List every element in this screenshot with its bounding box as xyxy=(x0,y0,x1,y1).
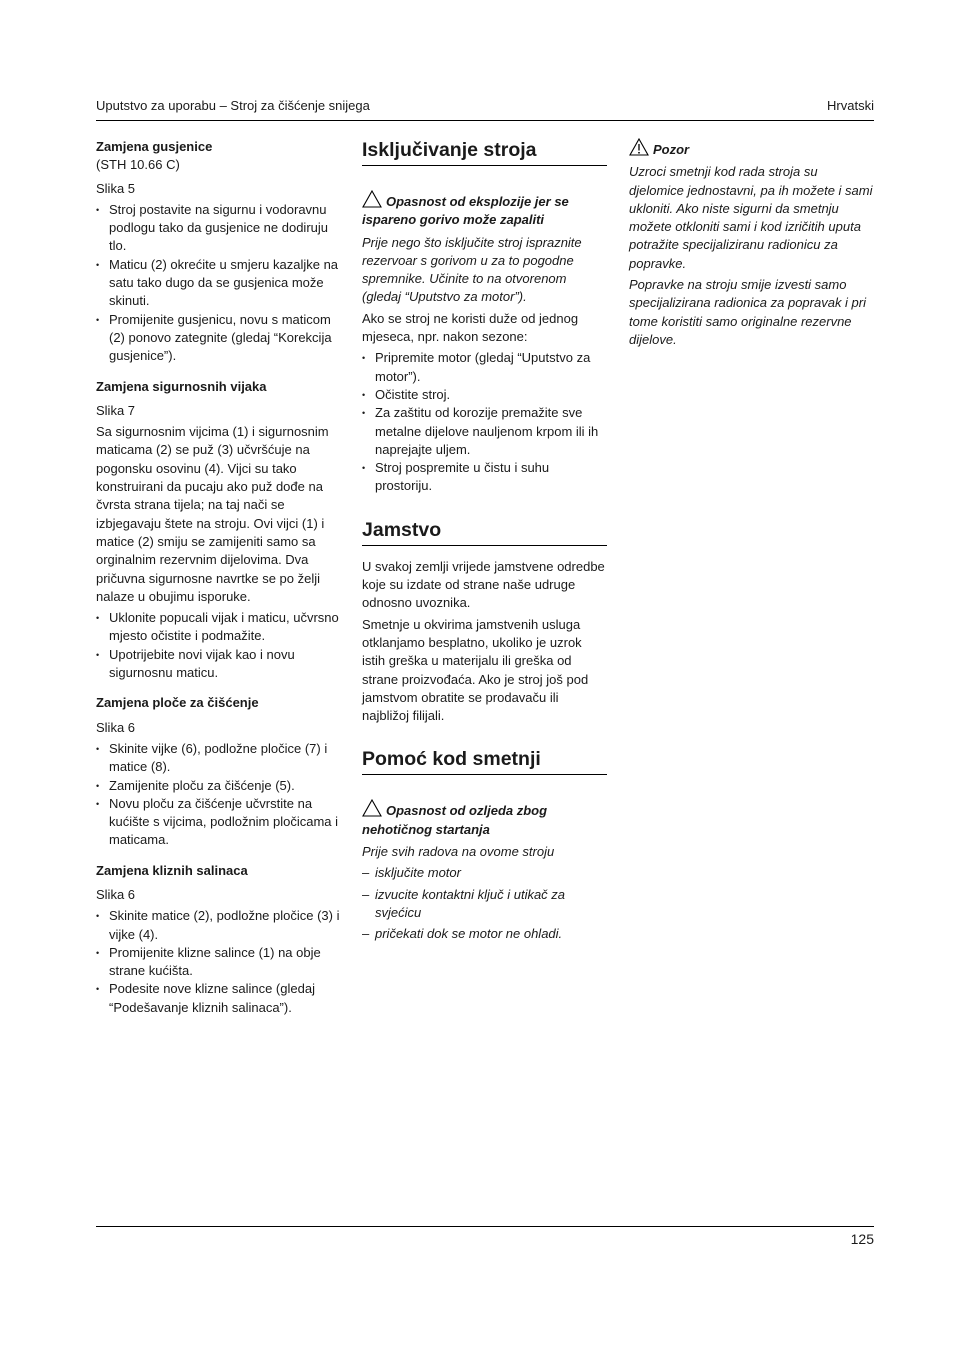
list-item: • Podesite nove klizne salince (gledaj “Podešavanje kliznih salinaca”). xyxy=(96,980,341,1017)
ploce-title: Zamjena ploče za čišćenje xyxy=(96,695,259,711)
pozor-title: Pozor xyxy=(653,142,690,157)
list-item: • Upotrijebite novi vijak kao i novu sigurnosnu maticu. xyxy=(96,646,341,683)
column-left xyxy=(96,138,341,1017)
gusjenice-subtitle: (STH 10.66 C) xyxy=(96,157,180,173)
section-vijci xyxy=(96,378,341,683)
section-gusjenice xyxy=(96,138,341,366)
list-item: • Promijenite klizne salince (1) na obje strane kućišta. xyxy=(96,944,341,981)
pozor-paragraph-2: Popravke na stroju smije izvesti samo specijalizirana radionica za popravak i pri tome koristiti samo originalne rezervne dijelove. xyxy=(629,277,867,347)
section-salinaca xyxy=(96,862,341,1017)
list-item: • Maticu (2) okrećite u smjeru kazaljke na satu tako dugo da se gusjenica može skinuti. xyxy=(96,256,341,311)
list-item: • Novu ploču za čišćenje učvrstite na kućište s vijcima, podložnim pločicama i maticama. xyxy=(96,795,341,850)
list-item: • Pripremite motor (gledaj “Uputstvo za motor”). xyxy=(362,349,607,386)
salinaca-figure-ref: Slika 6 xyxy=(96,886,136,902)
warning-triangle-icon xyxy=(362,190,382,208)
pozor-heading xyxy=(629,138,874,159)
vijci-list xyxy=(96,609,341,682)
jamstvo-paragraph-2: Smetnje u okvirima jamstvenih usluga otklanjamo besplatno, ukoliko je uzrok istih greška u materijalu ili greška od strane proizvođaća. Ako je stroj još pod jamstvom obratite se prodavaču ili najbližoj filijali. xyxy=(362,616,589,724)
salinaca-title: Zamjena kliznih salinaca xyxy=(96,862,248,878)
list-item: • Za zaštitu od korozije premažite sve metalne dijelove nauljenom krpom ili ih naprejajte uljem. xyxy=(362,404,607,459)
list-item: • Zamijenite ploču za čišćenje (5). xyxy=(96,777,341,795)
iskljucivanje-heading: Isključivanje stroja xyxy=(362,138,607,166)
salinaca-list xyxy=(96,907,341,1017)
pomoc-list xyxy=(362,864,607,943)
pomoc-warning xyxy=(362,799,607,943)
jamstvo-paragraph-1: U svakoj zemlji vrijede jamstvene odredbe koje su izdate od strane naše udruge odnosno uvoznika. xyxy=(362,558,605,611)
footer-rule xyxy=(96,1226,874,1227)
header-title: Uputstvo za uporabu – Stroj za čišćenje snijega xyxy=(96,98,370,113)
list-item: – pričekati dok se motor ne ohladi. xyxy=(362,925,607,943)
list-item: • Očistite stroj. xyxy=(362,386,607,404)
iskljucivanje-paragraph: Ako se stroj ne koristi duže od jednog mjeseca, npr. nakon sezone: xyxy=(362,310,579,345)
ploce-list xyxy=(96,740,341,850)
warning-body: Prije nego što isključite stroj ispraznite rezervoar s gorivom u za to pogodne spremnike. Učinite to na otvorenom (gledaj “Uputstvo za motor”). xyxy=(362,234,582,305)
gusjenice-title: Zamjena gusjenice xyxy=(96,139,213,154)
list-item: • Uklonite popucali vijak i maticu, učvrsno mjesto očistite i podmažite. xyxy=(96,609,341,646)
gusjenice-figure-ref: Slika 5 xyxy=(96,180,136,196)
vijci-paragraph: Sa sigurnosnim vijcima (1) i sigurnosnim maticama (2) se puž (3) učvršćuje na pogonsku osovinu (4). Vijci su tako konstruirani da pucaju ako puž dođe na čvrsta strana tijela; na taj nači se izbjegavaju štete na stroju. Ovi vijci (1) i matice (2) smiju se zamijeniti samo sa orginalnim rezervnim dijelovima. Dva pričuvna sigurnosne navrtke se po želji nalaze u obujimu isporuke. xyxy=(96,424,329,604)
header-language: Hrvatski xyxy=(827,98,874,113)
list-item: • Promijenite gusjenicu, novu s maticom (2) ponovo zategnite (gledaj “Korekcija gusjenice”). xyxy=(96,311,341,366)
pozor-paragraph-1: Uzroci smetnji kod rada stroja su djelomice jednostavni, pa ih možete i sami ukloniti. Ako niste sigurni da smetnju možete otkloniti sami i kod izričitih uputa potražite specijaliziranu radionicu za popravke. xyxy=(629,164,873,271)
list-item: • Skinite vijke (6), podložne pločice (7) i matice (8). xyxy=(96,740,341,777)
warning-triangle-icon xyxy=(362,799,382,817)
list-item: – izvucite kontaktni ključ i utikač za svjećicu xyxy=(362,886,607,923)
warning-title: Opasnost od ozljeda zbog nehotičnog startanja xyxy=(362,803,548,837)
gusjenice-list xyxy=(96,201,341,366)
warning-title: Opasnost od eksplozije jer se ispareno gorivo može zapaliti xyxy=(362,194,569,228)
page-header xyxy=(96,98,874,121)
warning-intro: Prije svih radova na ovome stroju xyxy=(362,844,555,860)
column-right xyxy=(629,138,874,352)
section-ploce xyxy=(96,694,341,849)
warning-triangle-icon xyxy=(629,138,649,156)
pomoc-heading: Pomoć kod smetnji xyxy=(362,747,607,775)
list-item: – isključite motor xyxy=(362,864,607,882)
column-middle xyxy=(362,138,607,966)
iskljucivanje-warning xyxy=(362,190,607,307)
page-number: 125 xyxy=(850,1231,874,1247)
iskljucivanje-list xyxy=(362,349,607,495)
list-item: • Stroj postavite na sigurnu i vodoravnu podlogu tako da gusjenice ne dodiruju tlo. xyxy=(96,201,341,256)
list-item: • Stroj pospremite u čistu i suhu prostoriju. xyxy=(362,459,607,496)
ploce-figure-ref: Slika 6 xyxy=(96,719,136,735)
vijci-title: Zamjena sigurnosnih vijaka xyxy=(96,378,267,394)
section-iskljucivanje xyxy=(362,138,607,496)
list-item: • Skinite matice (2), podložne pločice (3) i vijke (4). xyxy=(96,907,341,944)
section-jamstvo xyxy=(362,518,607,726)
vijci-figure-ref: Slika 7 xyxy=(96,402,136,418)
jamstvo-heading: Jamstvo xyxy=(362,518,607,546)
section-pomoc xyxy=(362,747,607,943)
